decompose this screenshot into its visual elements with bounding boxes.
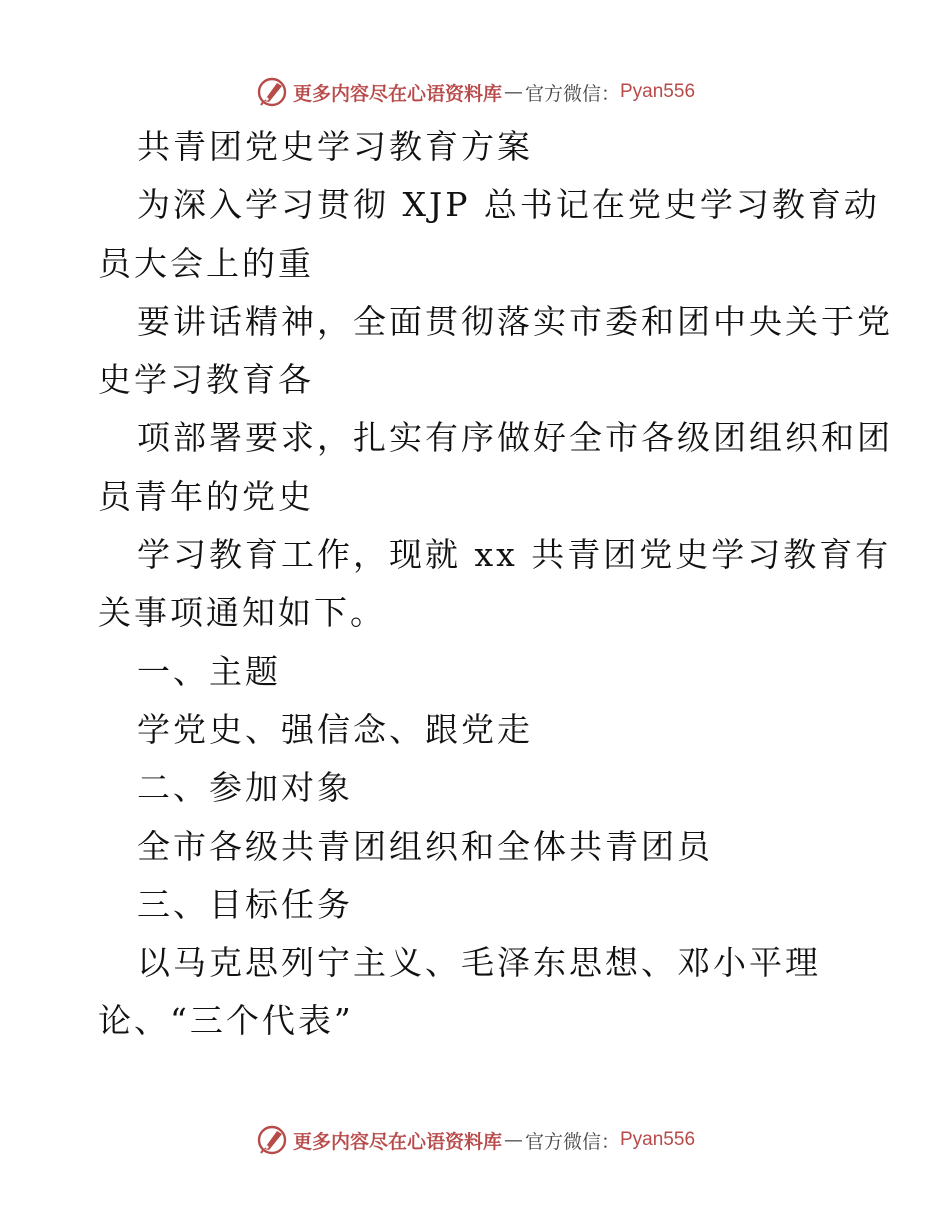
paragraph-line: 员青年的党史 (98, 476, 314, 516)
quill-pen-logo-icon (255, 1123, 289, 1157)
document-body (98, 118, 893, 1051)
banner-separator: — (503, 81, 523, 103)
banner-wechat-id: Pyan556 (620, 81, 696, 102)
footer-banner (0, 1120, 950, 1160)
banner-wechat-id: Pyan556 (620, 1129, 696, 1150)
section-heading-goals: 三、目标任务 (137, 884, 353, 924)
paragraph-line: 论、“三个代表” (98, 1001, 354, 1041)
paragraph-line: 员大会上的重 (98, 243, 314, 283)
header-banner (0, 72, 950, 112)
paragraph-line: 项部署要求，扎实有序做好全市各级团组织和团 (137, 418, 893, 458)
paragraph-line: 全市各级共青团组织和全体共青团员 (137, 826, 713, 866)
paragraph-line: 关事项通知如下。 (98, 593, 386, 633)
banner-separator: — (503, 1129, 523, 1151)
banner-wechat-label: 官方微信： (524, 82, 620, 105)
quill-pen-logo-icon (255, 75, 289, 109)
paragraph-line: 为深入学习贯彻 XJP 总书记在党史学习教育动 (137, 185, 880, 225)
banner-site-name: 更多内容尽在心语资料库 (292, 1130, 502, 1153)
banner-wechat-label: 官方微信： (524, 1130, 620, 1153)
paragraph-line: 要讲话精神，全面贯彻落实市委和团中央关于党 (137, 301, 893, 341)
section-heading-participants: 二、参加对象 (137, 768, 353, 808)
banner-site-name: 更多内容尽在心语资料库 (292, 82, 502, 105)
paragraph-line: 学党史、强信念、跟党走 (137, 709, 533, 749)
paragraph-line: 史学习教育各 (98, 360, 314, 400)
paragraph-line: 学习教育工作，现就 xx 共青团党史学习教育有 (137, 535, 892, 575)
section-heading-theme: 一、主题 (137, 651, 281, 691)
paragraph-line: 以马克思列宁主义、毛泽东思想、邓小平理 (137, 943, 821, 983)
document-title: 共青团党史学习教育方案 (137, 127, 533, 166)
